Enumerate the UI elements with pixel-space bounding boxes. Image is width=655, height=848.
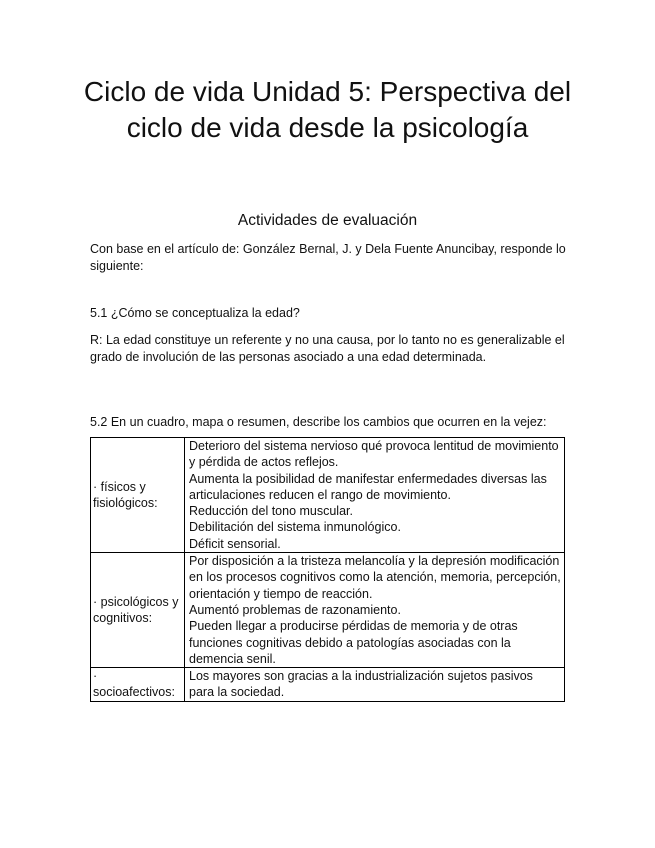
answer-5-1: R: La edad constituye un referente y no una causa, por lo tanto no es generalizable el grado de involución de las personas asociado a una edad determinada.	[90, 333, 565, 364]
description-line: Por disposición a la tristeza melancolía y la depresión modificación en los procesos cognitivos como la atención, memoria, percepción, orientación y tiempo de reacción.	[189, 554, 561, 601]
table-row	[91, 668, 565, 702]
document-title: Ciclo de vida Unidad 5: Perspectiva del ciclo de vida desde la psicología	[83, 76, 572, 143]
description-cell	[185, 668, 565, 702]
description-line: Los mayores son gracias a la industrialización sujetos pasivos para la sociedad.	[189, 669, 533, 700]
question-5-1: 5.1 ¿Cómo se conceptualiza la edad?	[90, 306, 300, 320]
description-line: Reducción del tono muscular.	[189, 504, 353, 519]
description-line: Aumenta la posibilidad de manifestar enfermedades diversas las articulaciones reducen el rango de movimiento.	[189, 471, 547, 502]
category-cell: · socioafectivos:	[91, 668, 185, 702]
category-cell: · psicológicos y cognitivos:	[91, 553, 185, 668]
description-cell	[185, 438, 565, 553]
category-cell: · físicos y fisiológicos:	[91, 438, 185, 553]
description-line: Pueden llegar a producirse pérdidas de memoria y de otras funciones cognitivas debido a patologías asociadas con la demencia senil.	[189, 619, 518, 666]
description-line: Deterioro del sistema nervioso qué provoca lentitud de movimiento y pérdida de actos reflejos.	[189, 439, 559, 470]
table-row	[91, 553, 565, 668]
aging-changes-table	[90, 437, 565, 702]
description-line: Déficit sensorial.	[189, 536, 281, 551]
description-cell	[185, 553, 565, 668]
question-5-2: 5.2 En un cuadro, mapa o resumen, describe los cambios que ocurren en la vejez:	[90, 415, 547, 429]
table-row	[91, 438, 565, 553]
description-line: Debilitación del sistema inmunológico.	[189, 520, 401, 535]
section-subtitle: Actividades de evaluación	[237, 212, 418, 229]
description-line: Aumentó problemas de razonamiento.	[189, 602, 401, 617]
intro-paragraph: Con base en el artículo de: González Bernal, J. y Dela Fuente Anuncibay, responde lo siguiente:	[90, 242, 566, 273]
